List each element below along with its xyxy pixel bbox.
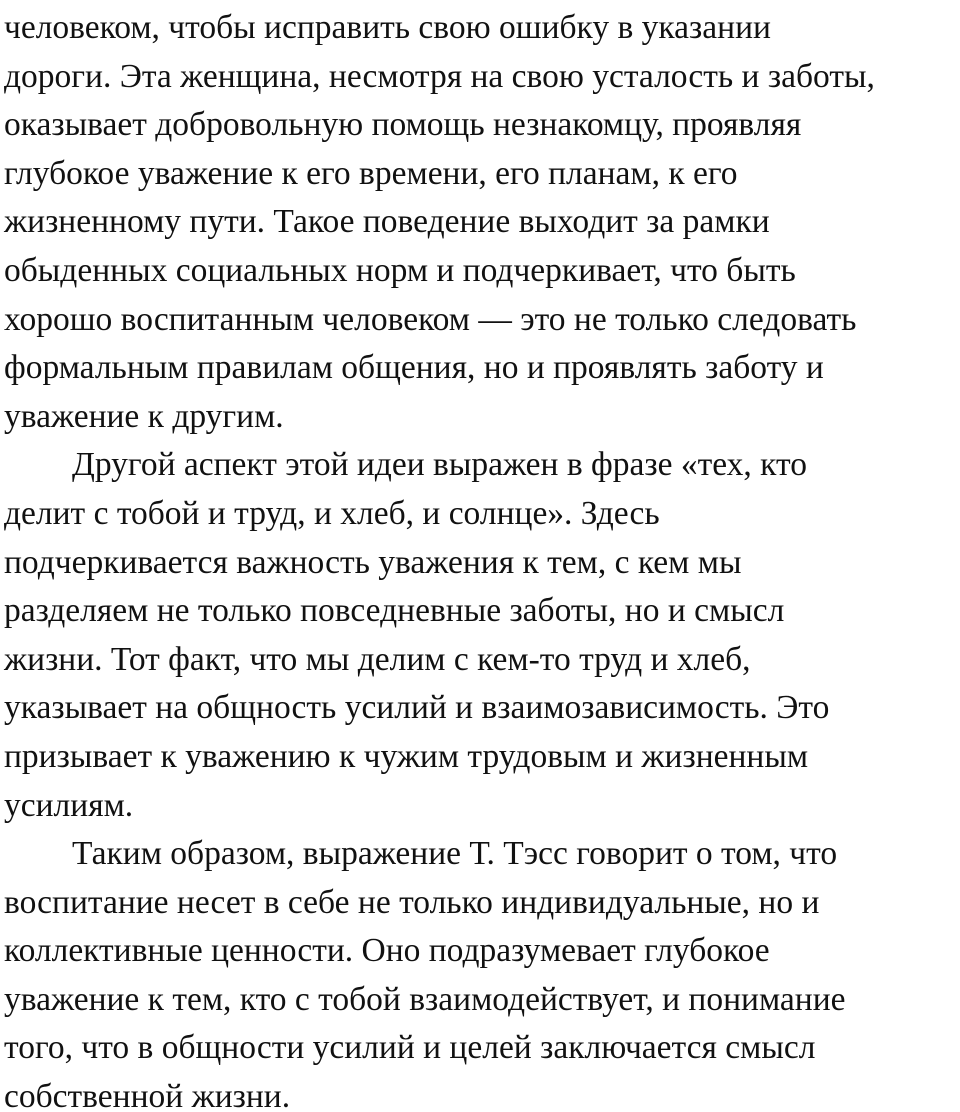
text-line: разделяем не только повседневные заботы, но и смысл <box>4 592 785 630</box>
text-line: формальным правилам общения, но и проявлять заботу и <box>4 349 824 387</box>
text-line: указывает на общность усилий и взаимозависимость. Это <box>4 689 830 727</box>
paragraph-3 <box>4 830 960 1112</box>
text-line: дороги. Эта женщина, несмотря на свою усталость и заботы, <box>4 57 875 95</box>
text-line: уважение к тем, кто с тобой взаимодействует, и понимание <box>4 980 846 1018</box>
text-line: того, что в общности усилий и целей заключается смысл <box>4 1029 816 1067</box>
text-line: уважение к другим. <box>4 397 284 435</box>
text-line: делит с тобой и труд, и хлеб, и солнце». Здесь <box>4 494 660 532</box>
text-line: собственной жизни. <box>4 1078 291 1112</box>
text-line: воспитание несет в себе не только индивидуальные, но и <box>4 883 820 921</box>
text-line: глубокое уважение к его времени, его планам, к его <box>4 154 738 192</box>
text-line: жизненному пути. Такое поведение выходит за рамки <box>4 203 770 241</box>
text-line: призывает к уважению к чужим трудовым и жизненным <box>4 737 809 775</box>
text-line: хорошо воспитанным человеком — это не только следовать <box>4 300 857 338</box>
text-line: жизни. Тот факт, что мы делим с кем-то труд и хлеб, <box>4 640 751 678</box>
text-line: подчеркивается важность уважения к тем, с кем мы <box>4 543 742 581</box>
paragraph-2 <box>4 441 960 830</box>
text-line: человеком, чтобы исправить свою ошибку в указании <box>4 9 771 46</box>
paragraph-1 <box>4 4 960 441</box>
text-line: усилиям. <box>4 786 134 824</box>
text-line: Другой аспект этой идеи выражен в фразе «тех, кто <box>72 446 807 484</box>
text-line: оказывает добровольную помощь незнакомцу, проявляя <box>4 106 802 144</box>
text-line: обыденных социальных норм и подчеркивает, что быть <box>4 251 796 289</box>
text-line: Таким образом, выражение Т. Тэсс говорит о том, что <box>72 835 838 873</box>
text-line: коллективные ценности. Оно подразумевает глубокое <box>4 932 770 970</box>
